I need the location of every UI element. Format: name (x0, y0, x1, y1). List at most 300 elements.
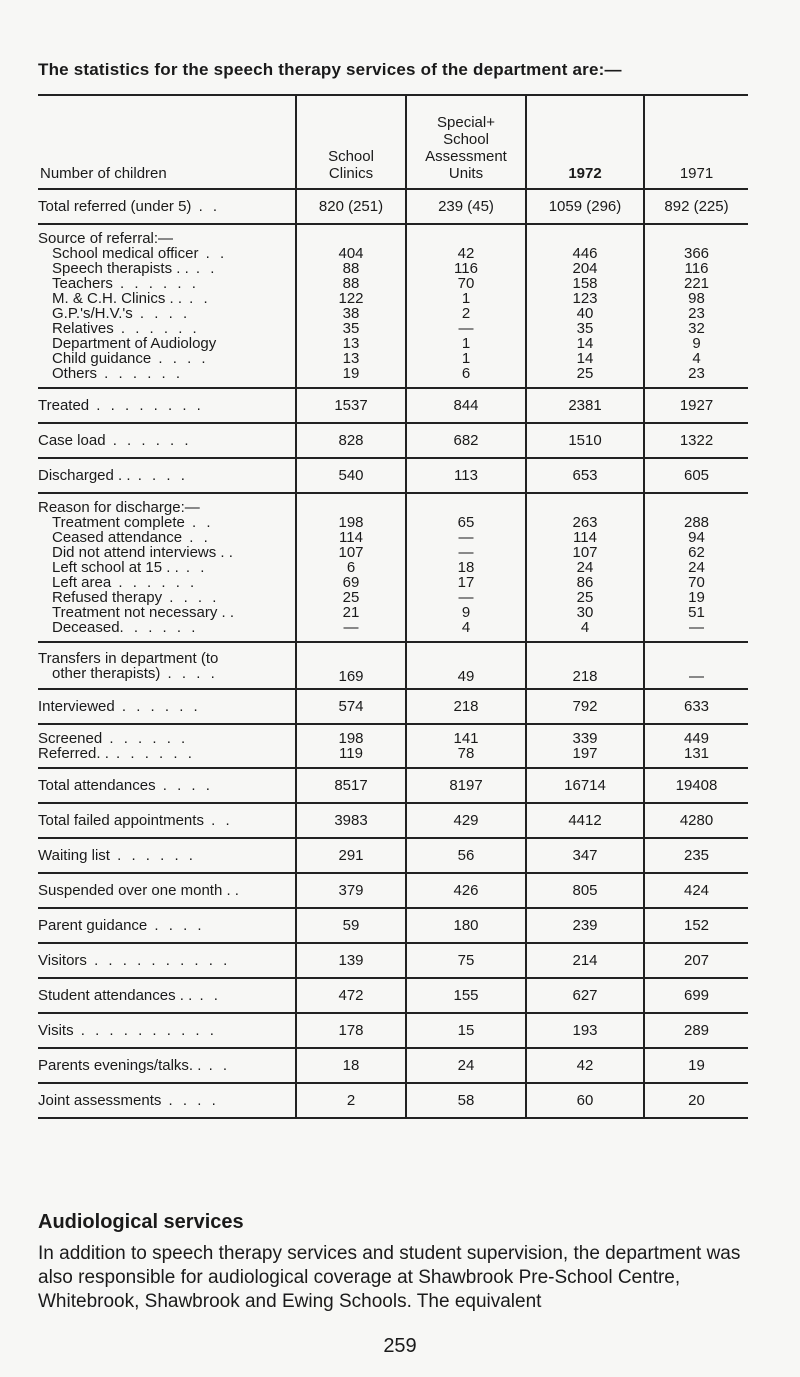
value-cell: 339 (572, 730, 598, 747)
value-cell: 122 (338, 290, 364, 307)
table-row (38, 689, 748, 724)
value-cell: 347 (526, 838, 644, 873)
table-row (38, 838, 748, 873)
leader-dots: . . (178, 559, 208, 576)
value-cell: 25 (342, 589, 360, 606)
table-row (38, 388, 748, 423)
value-cell: 218 (406, 689, 526, 724)
value-cell: 24 (576, 559, 594, 576)
leader-dots: . . (198, 245, 228, 262)
block-heading: Reason for discharge:— (38, 499, 200, 516)
value-cell: 19 (688, 589, 705, 606)
value-cell: 70 (688, 574, 705, 591)
value-cell: 805 (526, 873, 644, 908)
leader-dots: . . (188, 260, 218, 277)
value-cell: — (343, 619, 359, 636)
row-label-text: Transfers in department (to (38, 649, 219, 667)
row-label-text: Referred. . (38, 745, 109, 762)
leader-dots: . . . . . . (112, 275, 199, 292)
sub-label (38, 261, 293, 276)
value-cell: 19408 (644, 768, 748, 803)
value-cell: 113 (406, 458, 526, 493)
leader-dots: . . . . (130, 467, 188, 484)
value-cell: 139 (296, 943, 406, 978)
table-row (38, 978, 748, 1013)
value-cell: 152 (644, 908, 748, 943)
row-label-text: Left school at 15 . . (52, 559, 179, 576)
value-cell: 123 (572, 290, 598, 307)
value-cell: 472 (296, 978, 406, 1013)
value-column (296, 724, 406, 768)
leader-dots: . . . . (160, 664, 218, 682)
value-cell: 14 (576, 350, 594, 367)
body-paragraph: In addition to speech therapy services and student supervision, the department was also responsible for audiological coverage at Shawbrook Pre-School Centre, Whitebrook, Shawbrook and Ewing Schools. The equivalent (38, 1243, 741, 1312)
intro-text: The statistics for the speech therapy services of the department are:— (38, 60, 622, 79)
leader-dots: . . (182, 529, 211, 546)
header-line: School (443, 131, 489, 148)
row-label-text: other therapists) (52, 664, 161, 682)
row-label-text: G.P.'s/H.V.'s (52, 305, 133, 322)
row-label-text: Screened (38, 730, 103, 747)
row-label (38, 943, 296, 978)
row-label-text: Left area (52, 574, 112, 591)
value-cell: 94 (688, 529, 705, 546)
table-row (38, 224, 748, 388)
value-cell: 214 (526, 943, 644, 978)
sub-label (38, 731, 293, 746)
row-label (38, 458, 296, 493)
row-label (38, 423, 296, 458)
header-1971 (644, 95, 748, 189)
table-row (38, 642, 748, 689)
value-cell: 51 (688, 604, 705, 621)
value-cell: 86 (576, 574, 594, 591)
value-cell: 1059 (296) (526, 189, 644, 224)
value-cell: 404 (338, 245, 364, 262)
leader-dots: . . (201, 1057, 231, 1074)
row-label-text: School medical officer (52, 245, 199, 262)
sub-label (38, 366, 293, 381)
sub-label (38, 605, 293, 620)
value-cell: 239 (45) (406, 189, 526, 224)
value-cell: 204 (572, 260, 598, 277)
value-cell: 1322 (644, 423, 748, 458)
row-label (38, 873, 296, 908)
table-row (38, 943, 748, 978)
value-cell: 49 (406, 642, 526, 689)
row-label-text: Joint assessments (38, 1092, 162, 1109)
row-label-text: Total referred (under 5) (38, 198, 192, 215)
row-label-line (38, 666, 293, 681)
table-row (38, 803, 748, 838)
row-label-text: Visitors (38, 952, 87, 969)
row-label-text: Suspended over one month . . (38, 882, 239, 899)
header-line: Number of children (40, 165, 167, 182)
value-cell: 4280 (644, 803, 748, 838)
row-label (38, 803, 296, 838)
value-cell: 605 (644, 458, 748, 493)
value-cell: 24 (688, 559, 705, 576)
value-cell: 59 (296, 908, 406, 943)
value-cell: 13 (342, 350, 360, 367)
value-cell: — (689, 619, 704, 636)
row-label (38, 724, 296, 768)
row-label (38, 493, 296, 642)
table-row (38, 423, 748, 458)
header-line: 1972 (568, 165, 602, 182)
row-label-text: Waiting list (38, 847, 110, 864)
value-cell: 75 (406, 943, 526, 978)
value-cell: 42 (526, 1048, 644, 1083)
value-cell: 19 (644, 1048, 748, 1083)
row-label (38, 388, 296, 423)
spacer (409, 500, 523, 515)
sub-label (38, 620, 293, 635)
value-column (644, 224, 748, 388)
value-cell: 263 (572, 514, 598, 531)
sub-label (38, 590, 293, 605)
value-cell: 78 (457, 745, 475, 762)
header-line: Assessment (425, 148, 507, 165)
value-cell: 1510 (526, 423, 644, 458)
table-row (38, 724, 748, 768)
leader-dots: . . . . (132, 305, 191, 322)
header-line: School (328, 148, 374, 165)
value-cell: 446 (572, 245, 598, 262)
sub-label (38, 321, 293, 336)
value-column (526, 224, 644, 388)
sub-label (38, 560, 293, 575)
value-cell: 426 (406, 873, 526, 908)
value-cell: 9 (692, 335, 701, 352)
value-cell: 221 (683, 275, 710, 292)
value-cell: 119 (339, 745, 363, 762)
value-cell: 169 (296, 642, 406, 689)
value-cell: 17 (457, 574, 475, 591)
value-cell: 633 (644, 689, 748, 724)
leader-dots: . . . . . . (105, 432, 192, 449)
row-label-text: Interviewed (38, 698, 115, 715)
value-cell: 8517 (296, 768, 406, 803)
value-cell: 235 (644, 838, 748, 873)
value-cell: 42 (457, 245, 475, 262)
value-column (406, 724, 526, 768)
value-cell: 40 (576, 305, 594, 322)
row-label (38, 1048, 296, 1083)
leader-dots: . . (203, 812, 233, 829)
value-cell: 88 (342, 260, 360, 277)
row-label-text: Teachers (52, 275, 113, 292)
value-cell: 18 (457, 559, 475, 576)
row-label-text: Speech therapists . . (52, 260, 189, 277)
value-cell: 4412 (526, 803, 644, 838)
value-cell: — (644, 642, 748, 689)
value-cell: 60 (526, 1083, 644, 1118)
value-cell: 449 (683, 730, 710, 747)
value-cell: 289 (644, 1013, 748, 1048)
table-row (38, 1083, 748, 1118)
row-label-text: Ceased attendance (52, 529, 183, 546)
value-cell: 6 (461, 365, 471, 382)
row-label (38, 838, 296, 873)
value-cell: — (458, 320, 474, 337)
value-cell: 9 (461, 604, 471, 621)
value-cell: 65 (457, 514, 475, 531)
table-row (38, 768, 748, 803)
sub-label (38, 246, 293, 261)
spacer (299, 231, 403, 246)
value-cell: 892 (225) (644, 189, 748, 224)
value-cell: 366 (683, 245, 710, 262)
block-heading: Source of referral:— (38, 230, 174, 247)
value-cell: 15 (406, 1013, 526, 1048)
value-cell: 30 (576, 604, 594, 621)
value-cell: 14 (576, 335, 594, 352)
value-cell: 23 (688, 305, 705, 322)
value-cell: 2381 (526, 388, 644, 423)
value-cell: 69 (342, 574, 360, 591)
leader-dots: . . . . . . . . . . (73, 1022, 217, 1039)
row-label-text: Discharged . . (38, 467, 131, 484)
leader-dots: . . . . . . . . (89, 397, 204, 414)
row-label-text: M. & C.H. Clinics . . (52, 290, 183, 307)
row-label-text: Case load (38, 432, 106, 449)
header-1972 (526, 95, 644, 189)
value-cell: 116 (454, 260, 478, 277)
row-label (38, 1013, 296, 1048)
value-cell: 114 (573, 529, 597, 546)
value-cell: 1 (461, 335, 471, 352)
value-cell: 180 (406, 908, 526, 943)
value-cell: 21 (342, 604, 360, 621)
section-heading: Audiological services (38, 1211, 244, 1233)
value-cell: 198 (338, 730, 364, 747)
row-label (38, 1083, 296, 1118)
sub-label (38, 575, 293, 590)
value-cell: 844 (406, 388, 526, 423)
row-label-text: Total failed appointments (38, 812, 204, 829)
row-label (38, 224, 296, 388)
value-column (296, 493, 406, 642)
leader-dots: . . . . . . (114, 698, 201, 715)
table-row (38, 189, 748, 224)
table-row (38, 458, 748, 493)
value-cell: 19 (342, 365, 360, 382)
row-label-text: Did not attend interviews . . (52, 544, 233, 561)
spacer (529, 500, 641, 515)
value-cell: 291 (296, 838, 406, 873)
value-cell: 13 (342, 335, 360, 352)
value-cell: 424 (644, 873, 748, 908)
value-cell: — (458, 529, 474, 546)
sub-label (38, 545, 293, 560)
value-cell: 116 (684, 260, 709, 277)
value-cell: — (458, 589, 474, 606)
leader-dots: . . . . (155, 777, 213, 794)
leader-dots: . . . . . . (109, 847, 196, 864)
row-label-text: Department of Audiology (52, 335, 217, 352)
table-row (38, 1048, 748, 1083)
value-column (406, 224, 526, 388)
header-line: Special+ (437, 114, 495, 131)
row-label-text: Student attendances . . (38, 987, 193, 1004)
leader-dots: . . . . . . (102, 730, 189, 747)
value-cell: 2 (296, 1083, 406, 1118)
table-header-row (38, 95, 748, 189)
leader-dots: . . . . . . (108, 745, 195, 762)
value-cell: 699 (644, 978, 748, 1013)
sub-label (38, 306, 293, 321)
spacer (647, 231, 746, 246)
leader-dots: . . . . . . . . . . (86, 952, 231, 969)
row-label-text: Deceased (52, 619, 120, 636)
table-row (38, 908, 748, 943)
value-cell: 198 (338, 514, 364, 531)
value-cell: 25 (576, 589, 594, 606)
header-special-school-units (406, 95, 526, 189)
value-cell: 114 (339, 529, 363, 546)
sub-label (38, 515, 293, 530)
row-label (38, 189, 296, 224)
row-label-text: Others (52, 365, 98, 382)
value-cell: 828 (296, 423, 406, 458)
sub-label (38, 746, 293, 761)
value-cell: 24 (406, 1048, 526, 1083)
value-cell: — (458, 544, 474, 561)
value-cell: 1 (461, 350, 471, 367)
value-cell: 8197 (406, 768, 526, 803)
value-cell: 653 (526, 458, 644, 493)
value-cell: 35 (342, 320, 360, 337)
value-cell: 574 (296, 689, 406, 724)
value-cell: 1 (461, 290, 471, 307)
row-label-text: Relatives (52, 320, 114, 337)
sub-label (38, 530, 293, 545)
leader-dots: . . (192, 987, 221, 1004)
value-cell: 218 (526, 642, 644, 689)
value-cell: 16714 (526, 768, 644, 803)
value-column (406, 493, 526, 642)
leader-dots: . . . . . . (119, 619, 199, 636)
row-label-text: Total attendances (38, 777, 156, 794)
value-cell: 23 (688, 365, 705, 382)
sub-label (38, 291, 293, 306)
table-row (38, 493, 748, 642)
row-label (38, 689, 296, 724)
leader-dots: . . . . (151, 350, 209, 367)
value-column (526, 493, 644, 642)
row-label-text: Treatment not necessary . . (52, 604, 235, 621)
value-cell: 178 (296, 1013, 406, 1048)
leader-dots: . . (182, 290, 211, 307)
value-cell: 58 (406, 1083, 526, 1118)
value-cell: 2 (461, 305, 471, 322)
value-cell: 682 (406, 423, 526, 458)
speech-therapy-statistics-table (38, 94, 748, 1119)
leader-dots: . . . . (147, 917, 205, 934)
value-cell: 193 (526, 1013, 644, 1048)
value-cell: 379 (296, 873, 406, 908)
value-cell: 239 (526, 908, 644, 943)
leader-dots: . . . . . . (97, 365, 184, 382)
row-label-text: Visits (38, 1022, 74, 1039)
row-label-text: Treatment complete (52, 514, 185, 531)
value-column (644, 724, 748, 768)
header-school-clinics (296, 95, 406, 189)
spacer (529, 231, 641, 246)
row-label-text: Refused therapy (52, 589, 163, 606)
value-cell: 107 (572, 544, 598, 561)
header-number-of-children (38, 95, 296, 189)
row-label-text: Child guidance (52, 350, 152, 367)
value-column (644, 493, 748, 642)
header-line: Units (448, 165, 484, 182)
value-cell: 4 (461, 619, 471, 636)
leader-dots: . . . . . . (113, 320, 200, 337)
value-cell: 88 (342, 275, 360, 292)
leader-dots: . . . . . . (111, 574, 198, 591)
row-label-text: Parent guidance (38, 917, 148, 934)
value-cell: 6 (346, 559, 356, 576)
sub-label (38, 276, 293, 291)
value-cell: 1537 (296, 388, 406, 423)
header-line: Clinics (328, 165, 374, 182)
spacer (409, 231, 523, 246)
value-cell: 1927 (644, 388, 748, 423)
leader-dots: . . (191, 198, 221, 215)
leader-dots: . . (184, 514, 214, 531)
spacer (299, 500, 403, 515)
leader-dots: . . . . (162, 589, 220, 606)
value-cell: 98 (688, 290, 705, 307)
spacer (647, 500, 746, 515)
value-cell: 3983 (296, 803, 406, 838)
leader-dots: . . . . (161, 1092, 219, 1109)
value-cell: 4 (692, 350, 701, 367)
row-label (38, 978, 296, 1013)
value-cell: 4 (580, 619, 590, 636)
sub-label (38, 336, 293, 351)
value-cell: 131 (683, 745, 710, 762)
value-cell: 158 (572, 275, 598, 292)
sub-label (38, 351, 293, 366)
header-line: 1971 (679, 165, 714, 182)
value-cell: 107 (338, 544, 364, 561)
value-cell: 155 (406, 978, 526, 1013)
value-cell: 20 (644, 1083, 748, 1118)
row-label-text: Parents evenings/talks. . (38, 1057, 202, 1074)
value-cell: 32 (688, 320, 705, 337)
value-cell: 197 (572, 745, 598, 762)
row-label (38, 768, 296, 803)
value-cell: 25 (576, 365, 594, 382)
value-cell: 207 (644, 943, 748, 978)
value-cell: 627 (526, 978, 644, 1013)
value-column (296, 224, 406, 388)
value-cell: 35 (576, 320, 594, 337)
row-label (38, 642, 296, 689)
value-cell: 70 (457, 275, 475, 292)
value-cell: 820 (251) (296, 189, 406, 224)
value-column (526, 724, 644, 768)
row-label (38, 908, 296, 943)
value-cell: 429 (406, 803, 526, 838)
value-cell: 141 (453, 730, 479, 747)
value-cell: 38 (342, 305, 360, 322)
value-cell: 18 (296, 1048, 406, 1083)
value-cell: 56 (406, 838, 526, 873)
value-cell: 62 (688, 544, 705, 561)
